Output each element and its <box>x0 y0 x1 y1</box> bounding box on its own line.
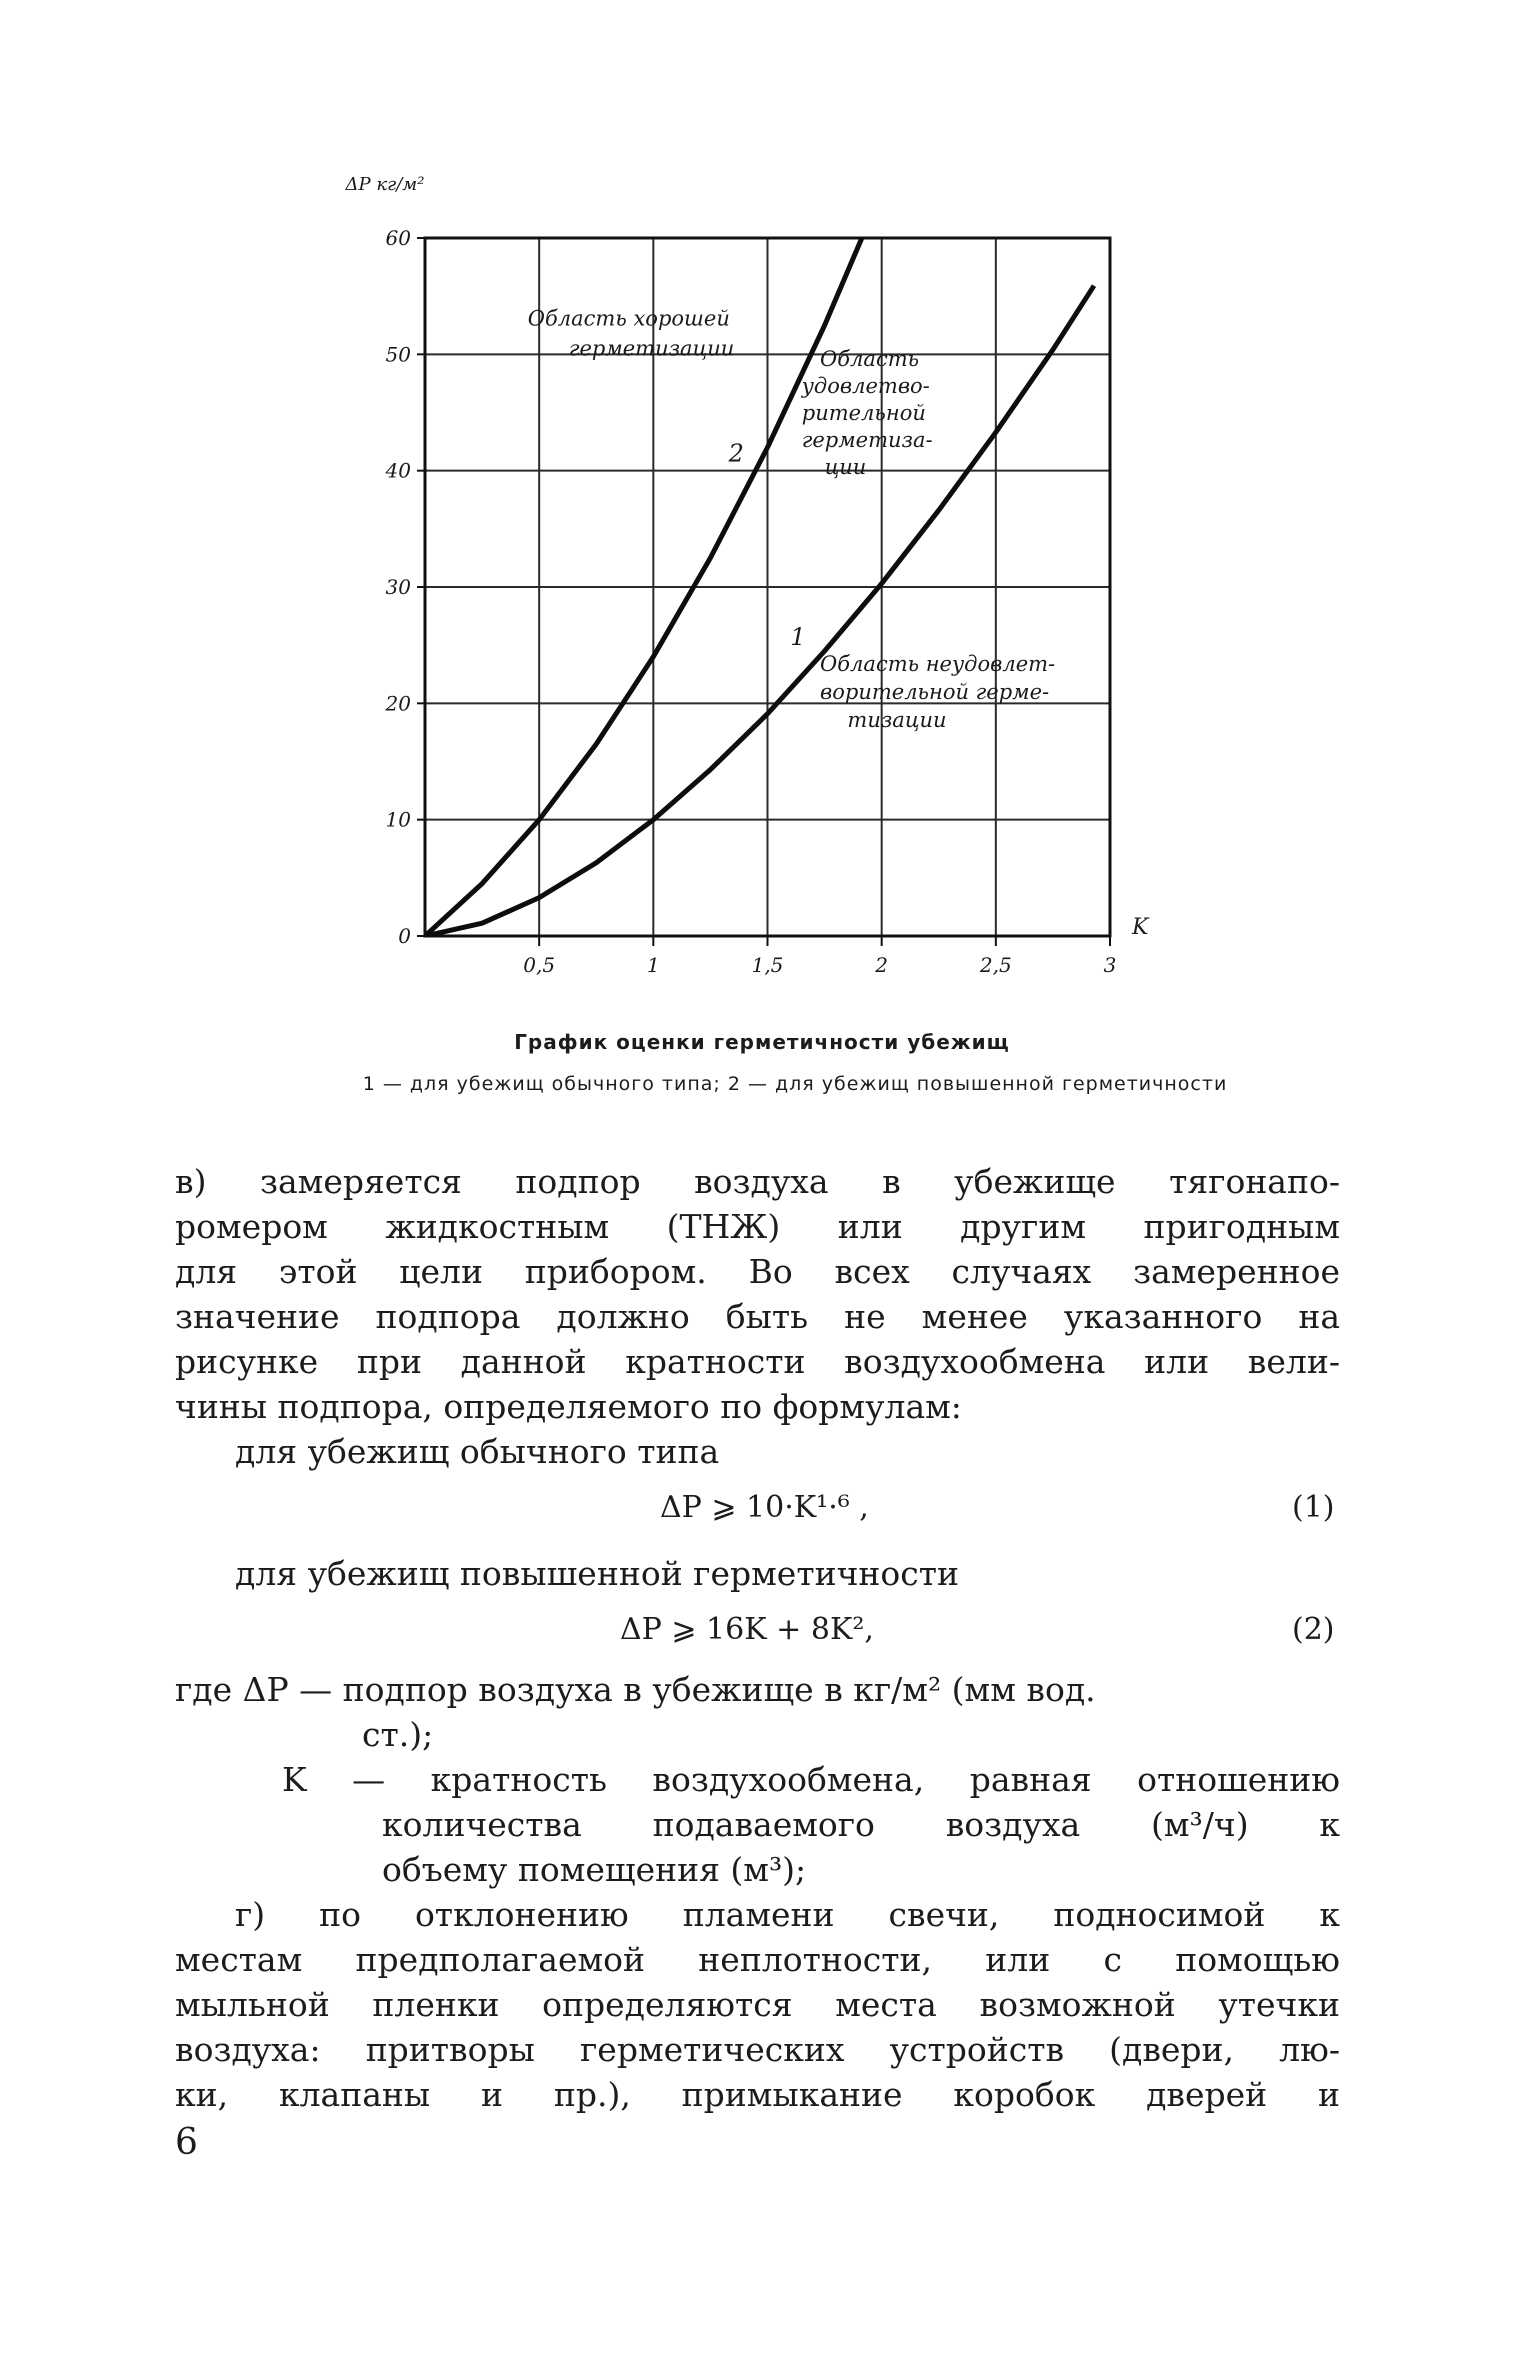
paragraph-v-line-3: для этой цели прибором. Во всех случаях замеренное <box>175 1252 1340 1291</box>
definition-k-line-2: количества подаваемого воздуха (м³/ч) к <box>382 1805 1340 1844</box>
definition-k-line-3: объему помещения (м³); <box>382 1850 807 1889</box>
y-tick-label: 40 <box>385 458 411 483</box>
paragraph-v-line-6: чины подпора, определяемого по формулам: <box>175 1387 962 1426</box>
definition-k-line-1: K — кратность воздухообмена, равная отношению <box>282 1760 1340 1799</box>
paragraph-v-line-4: значение подпора должно быть не менее указанного на <box>175 1297 1340 1336</box>
annotation-satisfactory-sealing: Область удовлетво-рительной герметиза-ции <box>801 346 933 479</box>
x-tick-label: 3 <box>1103 953 1117 977</box>
y-tick-label: 0 <box>398 924 411 948</box>
y-axis-label: ΔP кг/м² <box>345 174 425 195</box>
high-tightness-label: для убежищ повышенной герметичности <box>235 1554 959 1593</box>
paragraph-g-line-3: мыльной пленки определяются места возможной утечки <box>175 1985 1340 2024</box>
formula-2: ΔP ⩾ 16K + 8K², <box>620 1612 874 1647</box>
definition-dp-line-2: ст.); <box>362 1715 434 1754</box>
page-number: 6 <box>175 2122 198 2163</box>
x-tick-label: 0,5 <box>523 953 556 977</box>
formula-2-number: (2) <box>1292 1612 1335 1647</box>
paragraph-v-line-1: в) замеряется подпор воздуха в убежище тягонапо- <box>175 1162 1340 1201</box>
chart-caption-legend: 1 — для убежищ обычного типа; 2 — для убежищ повышенной герметичности <box>362 1073 1228 1095</box>
x-tick-label: 2 <box>875 953 889 977</box>
paragraph-g-line-5: ки, клапаны и пр.), примыкание коробок дверей и <box>175 2075 1340 2114</box>
chart-caption-title: График оценки герметичности убежищ <box>514 1030 1010 1054</box>
paragraph-g-line-2: местам предполагаемой неплотности, или с помощью <box>175 1940 1340 1979</box>
paragraph-g-line-1: г) по отклонению пламени свечи, подносимой к <box>235 1895 1340 1934</box>
chart <box>0 0 1524 1010</box>
y-tick-label: 50 <box>385 342 411 367</box>
x-tick-label: 1,5 <box>751 953 784 977</box>
usual-type-label: для убежищ обычного типа <box>235 1432 720 1471</box>
definition-dp-line-1: где ΔP — подпор воздуха в убежище в кг/м² (мм вод. <box>175 1670 1096 1709</box>
y-tick-label: 10 <box>385 807 411 832</box>
y-tick-label: 20 <box>385 691 411 716</box>
series-1-label: 1 <box>790 623 806 652</box>
x-tick-label: 2,5 <box>979 953 1012 977</box>
series-2-label: 2 <box>728 439 744 468</box>
paragraph-g-line-4: воздуха: притворы герметических устройств (двери, лю- <box>175 2030 1340 2069</box>
formula-1: ΔP ⩾ 10·K¹·⁶ , <box>660 1490 869 1525</box>
y-tick-label: 60 <box>385 226 411 250</box>
annotation-good-sealing: Область хорошей герметизации <box>527 306 735 361</box>
formula-1-number: (1) <box>1292 1490 1335 1525</box>
y-tick-label: 30 <box>385 575 411 599</box>
paragraph-v-line-2: ромером жидкостным (ТНЖ) или другим пригодным <box>175 1207 1340 1246</box>
annotation-unsatisfactory-sealing: Область неудовлет-ворительной герме-тизации <box>820 651 1056 732</box>
paragraph-v-line-5: рисунке при данной кратности воздухообмена или вели- <box>175 1342 1340 1381</box>
x-tick-label: 1 <box>646 953 660 977</box>
x-axis-label: K <box>1132 915 1149 940</box>
